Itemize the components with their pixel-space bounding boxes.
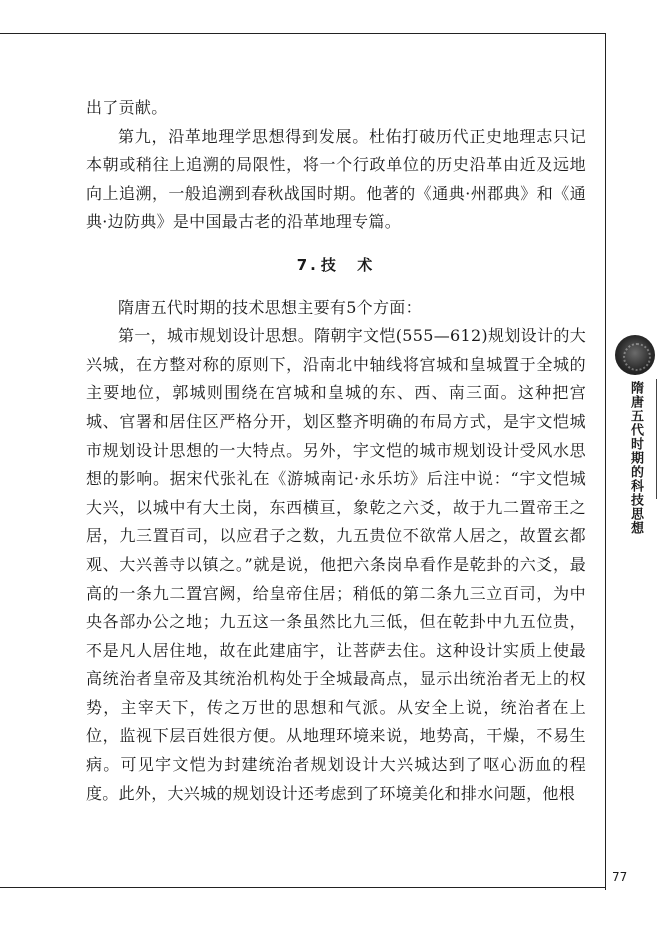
tab-divider <box>656 379 657 499</box>
section-title-char-2: 术 <box>357 255 376 274</box>
section-heading <box>86 251 586 280</box>
paragraph-intro: 隋唐五代时期的技术思想主要有5个方面： <box>118 297 422 317</box>
bottom-rule <box>0 887 605 888</box>
chapter-emblem-icon <box>615 335 655 375</box>
chapter-side-tab <box>612 335 658 535</box>
section-number: 7. <box>296 255 319 274</box>
paragraph-first-point: 第一，城市规划设计思想。隋朝宇文恺(555—612)规划设计的大兴城，在方整对称的原则下，沿南北中轴线将宫城和皇城置于全城的主要地位，郭城则围绕在宫城和皇城的东、西、南三面。这种把宫城、官署和居住区严格分开，划区整齐明确的布局方式，是宇文恺城市规划设计思想的一大特点。另外，宇文恺的城市规划设计受风水思想的影响。据宋代张礼在《游城南记·永乐坊》后注中说：“宇文恺城大兴，以城中有大土岗，东西横亘，象乾之六爻，故于九二置帝王之居，九三置百司，以应君子之数，九五贵位不欲常人居之，故置玄都观、大兴善寺以镇之。”就是说，他把六条岗阜看作是乾卦的六爻，最高的一条九二置宫阙，给皇帝住居；稍低的第二条九三立百司，为中央各部办公之地；九五这一条虽然比九三低，但在乾卦中九五位贵，不是凡人居住地，故在此建庙宇，让菩萨去住。这种设计实质上使最高统治者皇帝及其统治机构处于全城最高点，显示出统治者无上的权势，主宰天下，传之万世的思想和气派。从安全上说，统治者在上位，监视下层百姓很方便。从地理环境来说，地势高，干燥，不易生病。可见宇文恺为封建统治者规划设计大兴城达到了呕心沥血的程度。此外，大兴城的规划设计还考虑到了环境美化和排水问题，他根 <box>86 326 586 803</box>
chapter-tab-title: 隋唐五代时期的科技思想 <box>628 381 643 535</box>
page-body <box>86 94 586 808</box>
section-title-char-1: 技 <box>320 255 339 274</box>
paragraph-ninth-point: 第九，沿革地理学思想得到发展。杜佑打破历代正史地理志只记本朝或稍往上追溯的局限性，将一个行政单位的历史沿革由近及远地向上追溯，一般追溯到春秋战国时期。他著的《通典·州郡典》和《通典·边防典》是中国最古老的沿革地理专篇。 <box>86 126 586 232</box>
page-number: 77 <box>612 870 628 884</box>
top-rule <box>0 33 605 34</box>
paragraph-continuation: 出了贡献。 <box>86 98 168 117</box>
side-rule <box>605 33 606 890</box>
